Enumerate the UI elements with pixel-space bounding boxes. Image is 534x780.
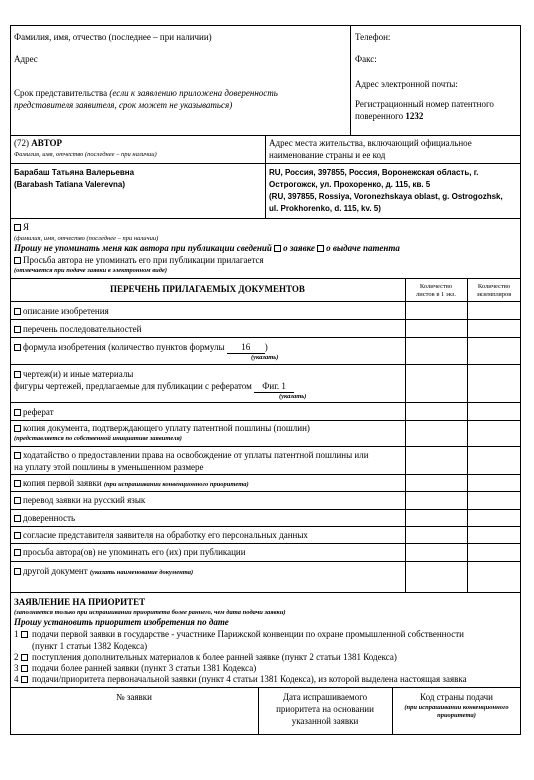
term-line-1 xyxy=(14,88,278,99)
doc-checkbox[interactable] xyxy=(14,515,21,522)
divider xyxy=(10,337,521,338)
about-application-label: о заявке xyxy=(283,243,315,253)
doc-checkbox[interactable] xyxy=(14,568,21,575)
divider xyxy=(10,402,521,403)
divider xyxy=(10,474,521,475)
priority-option-4 xyxy=(14,674,467,685)
doc-label: перечень последовательностей xyxy=(23,324,142,334)
phone-label: Телефон: xyxy=(355,32,391,42)
doc-checkbox[interactable] xyxy=(14,308,21,315)
doc-checkbox[interactable] xyxy=(14,425,21,432)
author-address-header-2: наименование страны и ее код xyxy=(269,150,386,160)
claims-count[interactable]: 16 xyxy=(227,342,265,354)
doc-row-fee-copy xyxy=(14,423,310,434)
divider xyxy=(265,135,266,218)
ya-line xyxy=(14,222,29,233)
doc-label: ходатайство о предоставлении права на освобождение от уплаты патентной пошлины или xyxy=(23,450,369,460)
priority-option-checkbox[interactable] xyxy=(21,676,28,683)
doc-row-translation xyxy=(14,495,145,506)
col-sheets-header-2: листов в 1 экз. xyxy=(416,291,456,298)
reg-label-2: поверенного xyxy=(355,111,404,121)
col-application-number: № заявки xyxy=(116,692,152,702)
divider xyxy=(10,319,521,320)
col-country-code: Код страны подачи xyxy=(420,692,493,702)
priority-option-number: 2 xyxy=(14,652,19,662)
doc-row-claims xyxy=(14,342,268,354)
first-app-note: (при испрашивании конвенционного приоритета) xyxy=(103,481,249,488)
request-text: Прошу не упоминать меня как автора при публикации сведений xyxy=(14,243,272,253)
doc-row-no-mention xyxy=(14,547,246,558)
exemption-line-2: на уплату этой пошлины в уменьшенном размере xyxy=(14,462,204,472)
priority-option-text: поступления дополнительных материалов к более ранней заявке (пункт 2 статьи 1381 Кодекса) xyxy=(32,652,397,662)
doc-checkbox[interactable] xyxy=(14,532,21,539)
divider xyxy=(10,526,521,527)
other-note: (указать наименование документа) xyxy=(89,569,194,576)
drawings-figures-label: фигуры чертежей, предлагаемые для публикации с рефератом xyxy=(14,381,252,391)
documents-header: ПЕРЕЧЕНЬ ПРИЛАГАЕМЫХ ДОКУМЕНТОВ xyxy=(110,284,305,294)
priority-request: Прошу установить приоритет изобретения по дате xyxy=(14,617,229,627)
ya-checkbox[interactable] xyxy=(14,224,21,231)
col-priority-date-3: указанной заявки xyxy=(291,716,359,726)
doc-label: согласие представителя заявителя на обработку его персональных данных xyxy=(23,530,308,540)
divider xyxy=(405,278,406,592)
priority-option-number: 4 xyxy=(14,674,19,684)
divider xyxy=(350,25,351,135)
about-patent-label: о выдаче патента xyxy=(326,243,400,253)
priority-option-1 xyxy=(14,629,464,640)
figure-value[interactable]: Фиг. 1 xyxy=(254,381,294,393)
doc-checkbox[interactable] xyxy=(14,371,21,378)
priority-option-checkbox[interactable] xyxy=(21,654,28,661)
author-title: АВТОР xyxy=(31,138,63,148)
term-note-2: представителя заявителя, срок может не указываться) xyxy=(14,100,233,110)
term-label: Срок представительства xyxy=(14,88,108,98)
ya-note: (фамилия, имя, отчество (последнее – при наличии) xyxy=(14,235,159,242)
author-title-line xyxy=(14,138,62,149)
doc-checkbox[interactable] xyxy=(14,326,21,333)
doc-row-power-of-attorney xyxy=(14,513,75,524)
option-text: Просьба автора не упоминать его при публикации прилагается xyxy=(23,255,264,265)
author-code: (72) xyxy=(14,138,29,148)
option-note: (отмечается при подаче заявки в электронном виде) xyxy=(14,267,168,274)
doc-checkbox[interactable] xyxy=(14,344,21,351)
figure-specify-note: (указать) xyxy=(279,393,307,400)
priority-note: (заполняется только при испрашивании приоритета более раннего, чем дата подачи заявки) xyxy=(14,609,286,616)
priority-option-checkbox[interactable] xyxy=(21,631,28,638)
divider xyxy=(10,543,521,544)
claims-specify-note: (указать) xyxy=(251,354,279,361)
col-country-note-2: приоритета) xyxy=(437,712,476,719)
priority-option-text: подачи/приоритета первоначальной заявки (пункт 4 статьи 1381 Кодекса), из которой выделена настоящая заявка xyxy=(32,674,467,684)
divider xyxy=(10,491,521,492)
doc-label: реферат xyxy=(23,407,54,417)
divider xyxy=(10,278,521,279)
email-label: Адрес электронной почты: xyxy=(355,79,458,89)
option-line xyxy=(14,255,264,266)
doc-row-exemption xyxy=(14,450,369,461)
author-address-2: Острогожск, ул. Прохоренко, д. 115, кв. 5 xyxy=(269,180,431,189)
doc-checkbox[interactable] xyxy=(14,549,21,556)
col-copies-header-2: экземпляров xyxy=(476,291,512,298)
divider xyxy=(10,687,521,688)
divider xyxy=(10,301,521,302)
doc-checkbox[interactable] xyxy=(14,409,21,416)
about-patent-checkbox[interactable] xyxy=(317,245,324,252)
doc-label: просьба автора(ов) не упоминать его (их) при публикации xyxy=(23,547,246,557)
divider xyxy=(10,420,521,421)
ya-label: Я xyxy=(23,222,30,232)
doc-checkbox[interactable] xyxy=(14,497,21,504)
fax-label: Факс: xyxy=(355,54,377,64)
col-sheets-header: Количество xyxy=(419,283,453,290)
col-priority-date: Дата испрашиваемого xyxy=(282,692,368,702)
doc-checkbox[interactable] xyxy=(14,452,21,459)
doc-row-abstract xyxy=(14,407,54,418)
priority-option-3 xyxy=(14,663,256,674)
author-address-header: Адрес места жительства, включающий официальное xyxy=(269,138,472,148)
option-checkbox[interactable] xyxy=(14,257,21,264)
doc-row-description xyxy=(14,306,109,317)
doc-row-other xyxy=(14,566,193,577)
doc-row-sequences xyxy=(14,324,141,335)
author-fio-note: Фамилия, имя, отчество (последнее – при наличии) xyxy=(14,151,157,158)
doc-label: описание изобретения xyxy=(23,306,109,316)
priority-option-text: подачи первой заявки в государстве - участнике Парижской конвенции по охране промышленной собственности xyxy=(32,629,464,639)
about-application-checkbox[interactable] xyxy=(274,245,281,252)
no-mention-request xyxy=(14,243,400,254)
doc-label: другой документ xyxy=(23,566,88,576)
doc-label: копия документа, подтверждающего уплату патентной пошлины (пошлин) xyxy=(23,423,310,433)
doc-label: формула изобретения (количество пунктов формулы xyxy=(23,342,225,352)
fee-note: (представляется по собственной инициативе заявителя) xyxy=(14,435,182,442)
divider xyxy=(467,278,468,592)
doc-checkbox[interactable] xyxy=(14,480,21,487)
priority-option-2 xyxy=(14,652,397,663)
priority-option-number: 3 xyxy=(14,663,19,673)
divider xyxy=(10,561,521,562)
divider xyxy=(10,364,521,365)
divider xyxy=(10,446,521,447)
claims-close: ) xyxy=(264,342,268,352)
reg-number: 1232 xyxy=(405,111,424,121)
drawings-figures-line xyxy=(14,381,294,393)
doc-label: перевод заявки на русский язык xyxy=(23,495,146,505)
doc-row-first-application xyxy=(14,478,249,489)
doc-row-consent xyxy=(14,530,308,541)
term-note: (если к заявлению приложена доверенность xyxy=(109,88,278,98)
priority-option-text: подачи более ранней заявки (пункт 3 статьи 1381 Кодекса) xyxy=(32,663,257,673)
doc-label: доверенность xyxy=(23,513,76,523)
divider xyxy=(10,218,521,219)
doc-label: чертеж(и) и иные материалы xyxy=(23,369,134,379)
divider xyxy=(10,592,521,593)
author-address-3: (RU, 397855, Rossiya, Voronezhskaya oblast, g. Ostrogozhsk, xyxy=(269,192,503,201)
fio-label: Фамилия, имя, отчество (последнее – при наличии) xyxy=(14,32,212,42)
author-name-ru: Барабаш Татьяна Валерьевна xyxy=(14,168,135,177)
doc-label: копия первой заявки xyxy=(23,478,102,488)
priority-option-number: 1 xyxy=(14,629,19,639)
divider xyxy=(10,163,521,164)
author-address-1: RU, Россия, 397855, Россия, Воронежская область, г. xyxy=(269,168,479,177)
address-label: Адрес xyxy=(14,54,38,64)
reg-label: Регистрационный номер патентного xyxy=(355,99,494,109)
priority-option-1-cont: (пункт 1 статьи 1382 Кодекса) xyxy=(32,641,148,651)
priority-option-checkbox[interactable] xyxy=(21,665,28,672)
reg-line-2 xyxy=(355,111,423,122)
divider xyxy=(10,509,521,510)
col-country-note: (при испрашивании конвенционного xyxy=(404,704,509,711)
author-name-en: (Barabash Tatiana Valerevna) xyxy=(14,180,126,189)
priority-title: ЗАЯВЛЕНИЕ НА ПРИОРИТЕТ xyxy=(14,597,146,607)
doc-row-drawings xyxy=(14,369,133,380)
col-copies-header: Количество xyxy=(477,283,511,290)
col-priority-date-2: приоритета на основании xyxy=(276,704,374,714)
author-address-4: ul. Prokhorenko, d. 115, kv. 5) xyxy=(269,204,381,213)
